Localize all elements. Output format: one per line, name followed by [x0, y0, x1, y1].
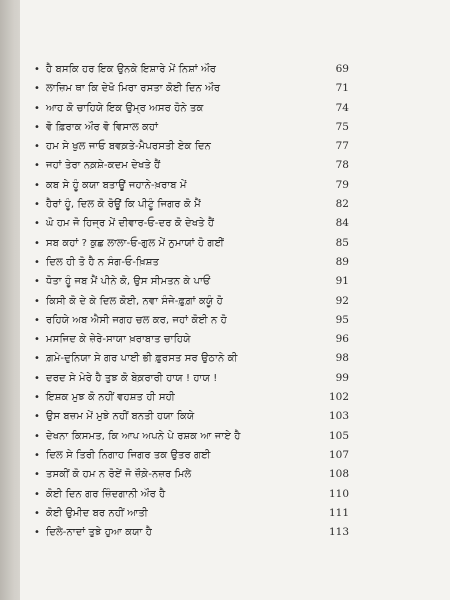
toc-title: ਹਮ ਸੇ ਖੁਲ ਜਾਓ ਬਵਕ਼ਤੇ-ਮੈਪਰਸਤੀ ਏਕ ਦਿਨ: [46, 141, 211, 153]
toc-page-number: 82: [335, 198, 349, 211]
toc-page-number: 98: [335, 352, 349, 365]
book-page: [20, 0, 450, 600]
toc-page-number: 111: [328, 506, 349, 519]
bullet-icon: •: [34, 199, 40, 211]
toc-row: [34, 214, 349, 233]
toc-row: [34, 156, 349, 175]
toc-row: [34, 118, 349, 137]
toc-title: ਕਬ ਸੇ ਹੂੰ ਕਯਾ ਬਤਾਊਂ ਜਹਾਨੇ-ਖ਼ਰਾਬ ਮੇਂ: [46, 179, 187, 191]
toc-page-number: 84: [335, 217, 349, 230]
bullet-icon: •: [34, 449, 40, 461]
toc-row: [34, 176, 349, 195]
bullet-icon: •: [34, 411, 40, 423]
bullet-icon: •: [34, 314, 40, 326]
bullet-icon: •: [34, 237, 40, 249]
toc-row: [34, 349, 349, 368]
toc-row: [34, 388, 349, 407]
toc-page-number: 78: [335, 159, 349, 172]
toc-row: [34, 311, 349, 330]
toc-page-number: 71: [335, 82, 349, 95]
bullet-icon: •: [34, 295, 40, 307]
toc-row: [34, 504, 349, 523]
toc-page-number: 105: [328, 429, 349, 442]
toc-row: [34, 99, 349, 118]
bullet-icon: •: [34, 64, 40, 75]
toc-page-number: 69: [335, 63, 349, 75]
toc-row: [34, 195, 349, 214]
toc-page-number: 89: [335, 255, 349, 268]
toc-page-number: 91: [335, 275, 349, 288]
toc-page-number: 79: [335, 178, 349, 191]
toc-row: [34, 465, 349, 484]
toc-title: ਆਹ ਕੋ ਚਾਹਿਯੇ ਇਕ ਉਮ੍ਰ ਅਸਰ ਹੋਨੇ ਤਕ: [46, 102, 204, 114]
toc-title: ਕਿਸੀ ਕੋ ਦੇ ਕੇ ਦਿਲ ਕੋਈ, ਨਵਾ ਸੰਜੇ-ਫ਼ੁਗ਼ਾਂ ਕਯੂੰ ਹੋ: [46, 295, 223, 307]
bullet-icon: •: [34, 160, 40, 172]
bullet-icon: •: [34, 83, 40, 95]
toc-title: ਦਰਦ ਸੇ ਮੇਰੇ ਹੈ ਤੁਝ ਕੋ ਬੇਕ਼ਰਾਰੀ ਹਾਯ ! ਹਾਯ !: [46, 372, 218, 384]
toc-page-number: 107: [328, 448, 349, 461]
bullet-icon: •: [34, 276, 40, 288]
toc-title: ਇਸ਼ਕ ਮੁਝ ਕੋ ਨਹੀਂ ਵਹਸ਼ਤ ਹੀ ਸਹੀ: [46, 392, 175, 404]
bullet-icon: •: [34, 507, 40, 519]
toc-page-number: 74: [335, 101, 349, 114]
toc-title: ਰਹਿਯੇ ਅਬ ਐਸੀ ਜਗਹ ਚਲ ਕਰ, ਜਹਾਂ ਕੋਈ ਨ ਹੋ: [46, 314, 227, 326]
bullet-icon: •: [34, 121, 40, 133]
toc-row: [34, 292, 349, 311]
toc-row: [34, 79, 349, 98]
toc-page-number: 113: [328, 526, 349, 539]
toc-title: ਸਬ ਕਹਾਂ ? ਕੁਛ ਲਾਲਾ-ਓ-ਗੁਲ ਮੇਂ ਨੁਮਾਯਾਂ ਹੋ ਗਈਂ: [46, 237, 224, 249]
toc-page-number: 95: [335, 313, 349, 326]
bullet-icon: •: [34, 256, 40, 268]
toc-title: ਗ਼ਮੇ-ਦੁਨਿਯਾ ਸੇ ਗਰ ਪਾਈ ਭੀ ਫ਼ੁਰਸਤ ਸਰ ਉਠਾਨੇ ਕੀ: [46, 353, 238, 365]
bullet-icon: •: [34, 392, 40, 404]
toc-title: ਉਸ ਬਜ਼ਮ ਮੇਂ ਮੁਝੇ ਨਹੀਂ ਬਨਤੀ ਹਯਾ ਕਿਯੇ: [46, 411, 195, 423]
toc-title: ਦਿਲੇ-ਨਾਦਾਂ ਤੁਝੇ ਹੁਆ ਕਯਾ ਹੈ: [46, 527, 152, 539]
toc-page-number: 96: [335, 333, 349, 346]
toc-row: [34, 369, 349, 388]
toc-row: [34, 272, 349, 291]
toc-title: ਵੋ ਫ਼ਿਰਾਕ ਔਰ ਵੋ ਵਿਸਾਲ ਕਹਾਂ: [46, 121, 159, 133]
toc-page-number: 85: [335, 236, 349, 249]
toc-title: ਲਾਜ਼ਿਮ ਥਾ ਕਿ ਦੇਖੋ ਮਿਰਾ ਰਸਤਾ ਕੋਈ ਦਿਨ ਔਰ: [46, 83, 221, 95]
toc-title: ਤਸਕੀਂ ਕੋ ਹਮ ਨ ਰੋਏਂ ਜੋ ਜ਼ੌਕ਼ੇ-ਨਜ਼ਰ ਮਿਲੇ: [46, 469, 192, 481]
toc-row: [34, 427, 349, 446]
toc-title: ਕੋਈ ਉਮੀਦ ਬਰ ਨਹੀਂ ਆਤੀ: [46, 507, 148, 519]
toc-row: [34, 407, 349, 426]
bullet-icon: •: [34, 179, 40, 191]
toc-row: [34, 60, 349, 79]
toc-page-number: 110: [328, 487, 349, 500]
toc-title: ਦੇਖਨਾ ਕਿਸਮਤ, ਕਿ ਆਪ ਅਪਨੇ ਪੇ ਰਸ਼ਕ ਆ ਜਾਏ ਹੈ: [46, 430, 241, 442]
toc-page-number: 92: [335, 294, 349, 307]
toc-title: ਦਿਲ ਸੇ ਤਿਰੀ ਨਿਗਾਹ ਜਿਗਰ ਤਕ ਉਤਰ ਗਈ: [46, 449, 211, 461]
toc-page-number: 75: [335, 120, 349, 133]
toc-page-number: 103: [328, 410, 349, 423]
toc-page-number: 77: [335, 140, 349, 153]
table-of-contents: [34, 60, 349, 542]
bullet-icon: •: [34, 218, 40, 230]
toc-row: [34, 330, 349, 349]
toc-title: ਧੋਤਾ ਹੂੰ ਜਬ ਮੈਂ ਪੀਨੇ ਕੋ, ਉਸ ਸੀਮਤਨ ਕੇ ਪਾਓਂ: [46, 276, 211, 288]
bullet-icon: •: [34, 488, 40, 500]
toc-title: ਜਹਾਂ ਤੇਰਾ ਨਕ਼ਸ਼ੇ-ਕਦਮ ਦੇਖਤੇ ਹੈਂ: [46, 160, 161, 172]
toc-page-number: 108: [328, 468, 349, 481]
bullet-icon: •: [34, 430, 40, 442]
toc-title: ਦਿਲ ਹੀ ਤੋ ਹੈ ਨ ਸੰਗ-ਓ-ਖ਼ਿਸ਼ਤ: [46, 256, 159, 268]
bullet-icon: •: [34, 527, 40, 539]
toc-title: ਮਸਜਿਦ ਕੇ ਜ਼ੇਰੇ-ਸਾਯਾ ਖ਼ਰਾਬਾਤ ਚਾਹਿਯੇ: [46, 334, 191, 346]
toc-title: ਹੈਰਾਂ ਹੂੰ, ਦਿਲ ਕੋ ਰੋਊਂ ਕਿ ਪੀਟੂੰ ਜਿਗਰ ਕੋ ਮੈਂ: [46, 199, 201, 211]
bullet-icon: •: [34, 372, 40, 384]
toc-row: [34, 253, 349, 272]
toc-title: ਕੋਈ ਦਿਨ ਗਰ ਜ਼ਿੰਦਗਾਨੀ ਔਰ ਹੈ: [46, 488, 166, 500]
bullet-icon: •: [34, 334, 40, 346]
toc-row: [34, 446, 349, 465]
bullet-icon: •: [34, 141, 40, 153]
toc-row: [34, 137, 349, 156]
bullet-icon: •: [34, 469, 40, 481]
toc-row: [34, 485, 349, 504]
bullet-icon: •: [34, 353, 40, 365]
bullet-icon: •: [34, 102, 40, 114]
toc-page-number: 99: [335, 371, 349, 384]
toc-title: ਘੋ ਹਮ ਜੋ ਹਿਜ੍ਰ ਮੇਂ ਦੀਵਾਰ-ਓ-ਦਰ ਕੋ ਦੇਖਤੇ ਹੈਂ: [46, 218, 215, 230]
toc-page-number: 102: [328, 391, 349, 404]
toc-title: ਹੈ ਬਸਕਿ ਹਰ ਇਕ ਉਨਕੇ ਇਸ਼ਾਰੇ ਮੇਂ ਨਿਸ਼ਾਂ ਔਰ: [46, 64, 217, 75]
toc-row: [34, 234, 349, 253]
toc-row: [34, 523, 349, 542]
